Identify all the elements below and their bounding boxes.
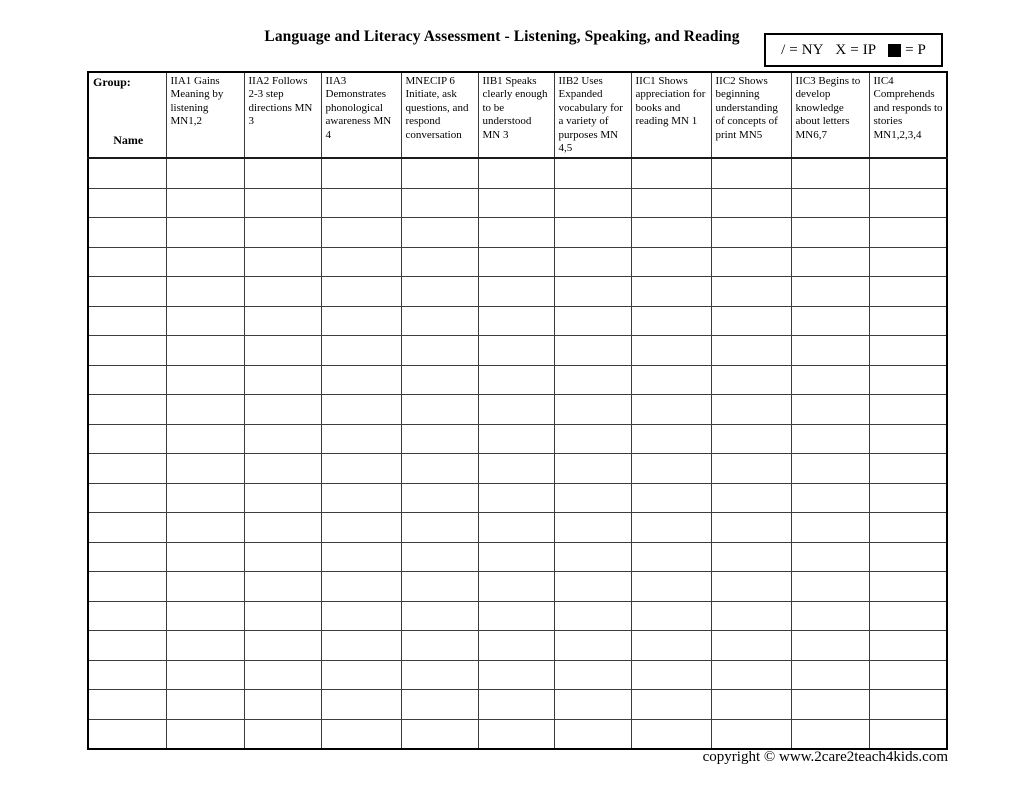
name-cell <box>88 719 166 749</box>
grid-cell <box>631 424 711 454</box>
grid-cell <box>711 158 791 188</box>
legend-item-ny <box>781 42 823 59</box>
name-cell <box>88 158 166 188</box>
column-header-mnecip6: MNECIP 6 Initiate, ask questions, and respond conversation <box>401 72 478 158</box>
grid-cell <box>554 690 631 720</box>
grid-cell <box>554 572 631 602</box>
grid-cell <box>869 365 947 395</box>
grid-cell <box>631 336 711 366</box>
grid-cell <box>401 365 478 395</box>
table-row <box>88 660 947 690</box>
grid-cell <box>401 601 478 631</box>
grid-cell <box>869 247 947 277</box>
grid-cell <box>869 424 947 454</box>
grid-cell <box>791 395 869 425</box>
grid-cell <box>791 719 869 749</box>
table-row <box>88 572 947 602</box>
legend-item-p <box>888 42 926 59</box>
grid-cell <box>711 542 791 572</box>
grid-cell <box>166 306 244 336</box>
grid-cell <box>554 395 631 425</box>
grid-cell <box>244 158 321 188</box>
grid-cell <box>869 690 947 720</box>
grid-cell <box>321 336 401 366</box>
grid-cell <box>791 306 869 336</box>
column-header-iia2: IIA2 Follows 2-3 step directions MN 3 <box>244 72 321 158</box>
group-label: Group: <box>93 75 131 89</box>
grid-cell <box>869 483 947 513</box>
name-cell <box>88 395 166 425</box>
grid-cell <box>791 365 869 395</box>
grid-cell <box>244 277 321 307</box>
table-header <box>88 72 947 158</box>
column-header-iic4: IIC4 Comprehends and responds to stories MN1,2,3,4 <box>869 72 947 158</box>
grid-cell <box>166 336 244 366</box>
grid-cell <box>321 395 401 425</box>
grid-cell <box>631 660 711 690</box>
grid-cell <box>401 690 478 720</box>
grid-cell <box>401 424 478 454</box>
table-row <box>88 542 947 572</box>
assessment-table <box>87 71 948 750</box>
column-header-iia1: IIA1 Gains Meaning by listening MN1,2 <box>166 72 244 158</box>
grid-cell <box>791 660 869 690</box>
name-cell <box>88 513 166 543</box>
grid-cell <box>869 572 947 602</box>
name-cell <box>88 601 166 631</box>
grid-cell <box>791 424 869 454</box>
grid-cell <box>554 513 631 543</box>
grid-cell <box>711 601 791 631</box>
grid-cell <box>166 454 244 484</box>
grid-cell <box>401 660 478 690</box>
grid-cell <box>554 542 631 572</box>
legend-label-ip: IP <box>862 41 877 58</box>
column-header-iia3: IIA3 Demonstrates phonological awareness MN 4 <box>321 72 401 158</box>
grid-cell <box>244 660 321 690</box>
grid-cell <box>244 483 321 513</box>
grid-cell <box>478 483 554 513</box>
table-row <box>88 247 947 277</box>
grid-cell <box>554 601 631 631</box>
grid-cell <box>166 365 244 395</box>
grid-cell <box>554 158 631 188</box>
grid-cell <box>401 395 478 425</box>
grid-cell <box>478 631 554 661</box>
name-cell <box>88 247 166 277</box>
grid-cell <box>631 277 711 307</box>
grid-cell <box>244 690 321 720</box>
grid-cell <box>711 631 791 661</box>
grid-cell <box>711 336 791 366</box>
grid-cell <box>631 365 711 395</box>
grid-cell <box>554 719 631 749</box>
grid-cell <box>321 365 401 395</box>
grid-cell <box>401 158 478 188</box>
grid-cell <box>166 513 244 543</box>
grid-cell <box>554 306 631 336</box>
grid-cell <box>711 277 791 307</box>
grid-cell <box>869 395 947 425</box>
grid-cell <box>869 601 947 631</box>
grid-cell <box>166 572 244 602</box>
assessment-table-body <box>88 158 947 749</box>
equals-sign: = <box>850 41 859 58</box>
table-row <box>88 218 947 248</box>
grid-cell <box>711 395 791 425</box>
table-row <box>88 158 947 188</box>
name-cell <box>88 365 166 395</box>
grid-cell <box>631 306 711 336</box>
grid-cell <box>869 218 947 248</box>
grid-cell <box>631 218 711 248</box>
grid-cell <box>631 483 711 513</box>
table-row <box>88 719 947 749</box>
grid-cell <box>166 395 244 425</box>
grid-cell <box>791 336 869 366</box>
grid-cell <box>631 690 711 720</box>
column-header-iib2: IIB2 Uses Expanded vocabulary for a variety of purposes MN 4,5 <box>554 72 631 158</box>
grid-cell <box>554 483 631 513</box>
grid-cell <box>791 690 869 720</box>
grid-cell <box>791 483 869 513</box>
table-row <box>88 690 947 720</box>
grid-cell <box>554 277 631 307</box>
grid-cell <box>244 513 321 543</box>
grid-cell <box>711 513 791 543</box>
name-cell <box>88 424 166 454</box>
grid-cell <box>401 454 478 484</box>
grid-cell <box>321 158 401 188</box>
grid-cell <box>631 719 711 749</box>
grid-cell <box>791 218 869 248</box>
grid-cell <box>554 660 631 690</box>
name-cell <box>88 660 166 690</box>
grid-cell <box>321 601 401 631</box>
grid-cell <box>478 719 554 749</box>
grid-cell <box>869 513 947 543</box>
grid-cell <box>321 631 401 661</box>
grid-cell <box>401 483 478 513</box>
grid-cell <box>791 454 869 484</box>
grid-cell <box>554 188 631 218</box>
column-header-iic1: IIC1 Shows appreciation for books and reading MN 1 <box>631 72 711 158</box>
grid-cell <box>166 218 244 248</box>
grid-cell <box>711 247 791 277</box>
name-cell <box>88 631 166 661</box>
grid-cell <box>166 631 244 661</box>
grid-cell <box>401 513 478 543</box>
grid-cell <box>869 158 947 188</box>
grid-cell <box>244 395 321 425</box>
legend-item-ip <box>835 42 876 59</box>
grid-cell <box>869 542 947 572</box>
corner-header-inner <box>93 75 164 149</box>
grid-cell <box>244 631 321 661</box>
grid-cell <box>478 158 554 188</box>
table-row <box>88 365 947 395</box>
grid-cell <box>401 631 478 661</box>
grid-cell <box>244 365 321 395</box>
grid-cell <box>631 513 711 543</box>
grid-cell <box>478 277 554 307</box>
grid-cell <box>244 719 321 749</box>
legend-label-ny: NY <box>801 41 824 58</box>
grid-cell <box>478 601 554 631</box>
grid-cell <box>631 542 711 572</box>
legend-box <box>764 33 943 67</box>
grid-cell <box>478 424 554 454</box>
grid-cell <box>631 631 711 661</box>
name-cell <box>88 690 166 720</box>
grid-cell <box>478 247 554 277</box>
grid-cell <box>401 306 478 336</box>
grid-cell <box>791 542 869 572</box>
grid-cell <box>631 454 711 484</box>
grid-cell <box>631 188 711 218</box>
grid-cell <box>166 690 244 720</box>
grid-cell <box>869 454 947 484</box>
grid-cell <box>554 336 631 366</box>
grid-cell <box>791 247 869 277</box>
grid-cell <box>244 218 321 248</box>
grid-cell <box>401 542 478 572</box>
grid-cell <box>321 424 401 454</box>
grid-cell <box>401 277 478 307</box>
grid-cell <box>631 247 711 277</box>
grid-cell <box>711 454 791 484</box>
grid-cell <box>166 158 244 188</box>
grid-cell <box>478 365 554 395</box>
grid-cell <box>631 395 711 425</box>
grid-cell <box>478 513 554 543</box>
column-header-iib1: IIB1 Speaks clearly enough to be understood MN 3 <box>478 72 554 158</box>
name-cell <box>88 336 166 366</box>
grid-cell <box>244 572 321 602</box>
grid-cell <box>321 188 401 218</box>
grid-cell <box>166 247 244 277</box>
grid-cell <box>711 690 791 720</box>
grid-cell <box>321 306 401 336</box>
page-title: Language and Literacy Assessment - Listening, Speaking, and Reading <box>264 28 740 45</box>
grid-cell <box>166 483 244 513</box>
grid-cell <box>554 631 631 661</box>
grid-cell <box>478 572 554 602</box>
grid-cell <box>554 365 631 395</box>
table-row <box>88 483 947 513</box>
x-symbol: X <box>835 41 847 58</box>
copyright-text: copyright © www.2care2teach4kids.com <box>702 749 948 765</box>
table-row <box>88 424 947 454</box>
grid-cell <box>401 719 478 749</box>
grid-cell <box>791 631 869 661</box>
grid-cell <box>554 424 631 454</box>
grid-cell <box>869 277 947 307</box>
grid-cell <box>244 454 321 484</box>
equals-sign: = <box>789 41 798 58</box>
name-cell <box>88 483 166 513</box>
grid-cell <box>401 218 478 248</box>
grid-cell <box>244 247 321 277</box>
grid-cell <box>478 395 554 425</box>
grid-cell <box>321 218 401 248</box>
grid-cell <box>321 542 401 572</box>
grid-cell <box>166 542 244 572</box>
grid-cell <box>711 218 791 248</box>
grid-cell <box>321 483 401 513</box>
table-row <box>88 601 947 631</box>
name-cell <box>88 277 166 307</box>
grid-cell <box>321 690 401 720</box>
grid-cell <box>478 542 554 572</box>
name-cell <box>88 188 166 218</box>
grid-cell <box>711 572 791 602</box>
grid-cell <box>869 306 947 336</box>
grid-cell <box>166 188 244 218</box>
name-cell <box>88 306 166 336</box>
grid-cell <box>711 188 791 218</box>
grid-cell <box>631 572 711 602</box>
table-row <box>88 395 947 425</box>
name-cell <box>88 454 166 484</box>
grid-cell <box>166 277 244 307</box>
grid-cell <box>478 218 554 248</box>
grid-cell <box>554 218 631 248</box>
equals-sign: = <box>905 41 914 58</box>
grid-cell <box>869 336 947 366</box>
name-label: Name <box>113 133 144 148</box>
name-cell <box>88 218 166 248</box>
grid-cell <box>631 601 711 631</box>
grid-cell <box>321 247 401 277</box>
grid-cell <box>791 188 869 218</box>
grid-cell <box>166 424 244 454</box>
grid-cell <box>869 631 947 661</box>
grid-cell <box>631 158 711 188</box>
grid-cell <box>401 572 478 602</box>
table-row <box>88 513 947 543</box>
grid-cell <box>321 719 401 749</box>
grid-cell <box>478 306 554 336</box>
grid-cell <box>244 601 321 631</box>
slash-symbol: / <box>781 41 786 58</box>
filled-square-icon <box>888 44 901 57</box>
grid-cell <box>321 513 401 543</box>
table-row <box>88 306 947 336</box>
grid-cell <box>166 719 244 749</box>
grid-cell <box>791 601 869 631</box>
column-header-iic3: IIC3 Begins to develop knowledge about letters MN6,7 <box>791 72 869 158</box>
grid-cell <box>791 277 869 307</box>
table-row <box>88 454 947 484</box>
grid-cell <box>244 306 321 336</box>
column-header-iic2: IIC2 Shows beginning understanding of concepts of print MN5 <box>711 72 791 158</box>
header-row <box>88 72 947 158</box>
grid-cell <box>869 660 947 690</box>
grid-cell <box>321 660 401 690</box>
grid-cell <box>244 424 321 454</box>
corner-header-cell <box>88 72 166 158</box>
grid-cell <box>711 483 791 513</box>
grid-cell <box>869 719 947 749</box>
grid-cell <box>711 424 791 454</box>
grid-cell <box>321 454 401 484</box>
grid-cell <box>478 336 554 366</box>
grid-cell <box>244 542 321 572</box>
grid-cell <box>401 336 478 366</box>
grid-cell <box>554 247 631 277</box>
grid-cell <box>321 572 401 602</box>
grid-cell <box>711 660 791 690</box>
grid-cell <box>478 454 554 484</box>
grid-cell <box>554 454 631 484</box>
grid-cell <box>401 247 478 277</box>
grid-cell <box>244 336 321 366</box>
grid-cell <box>478 690 554 720</box>
grid-cell <box>401 188 478 218</box>
table-row <box>88 336 947 366</box>
table-row <box>88 631 947 661</box>
grid-cell <box>166 601 244 631</box>
grid-cell <box>711 306 791 336</box>
name-cell <box>88 572 166 602</box>
grid-cell <box>478 188 554 218</box>
grid-cell <box>321 277 401 307</box>
grid-cell <box>869 188 947 218</box>
grid-cell <box>711 365 791 395</box>
grid-cell <box>791 572 869 602</box>
grid-cell <box>244 188 321 218</box>
grid-cell <box>791 158 869 188</box>
grid-cell <box>791 513 869 543</box>
table-row <box>88 188 947 218</box>
grid-cell <box>166 660 244 690</box>
table-row <box>88 277 947 307</box>
legend-label-p: P <box>917 41 926 58</box>
grid-cell <box>478 660 554 690</box>
grid-cell <box>711 719 791 749</box>
name-cell <box>88 542 166 572</box>
